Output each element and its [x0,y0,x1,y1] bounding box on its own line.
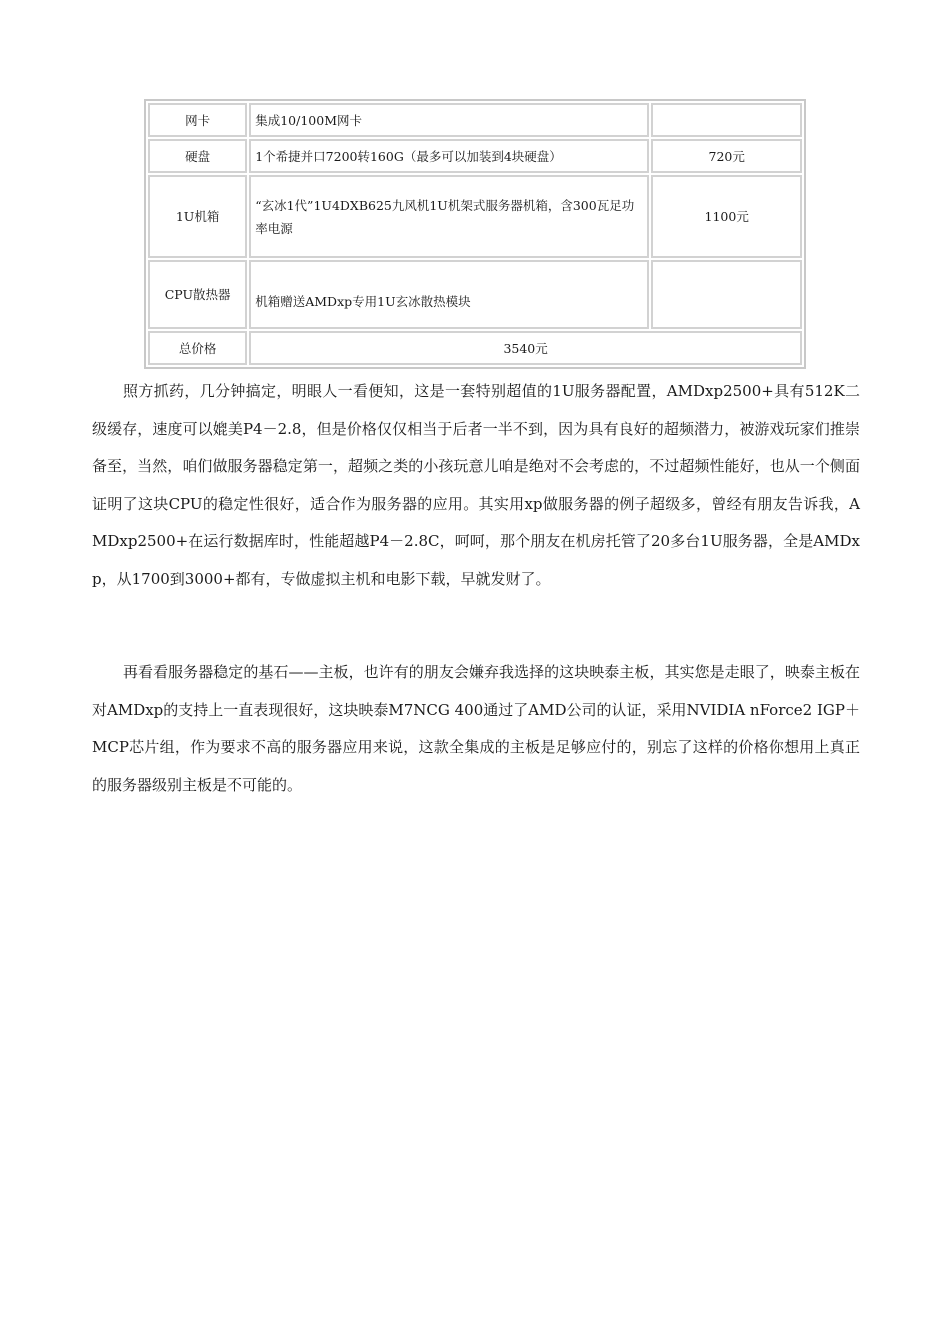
component-name-cell: 网卡 [148,103,247,137]
component-name-cell: 1U机箱 [148,175,247,258]
spec-table [144,99,806,369]
table-row [148,260,802,329]
component-price-cell [651,103,802,137]
component-desc-cell: 1个希捷并口7200转160G（最多可以加装到4块硬盘） [249,139,649,173]
table-row [148,175,802,258]
table-row [148,103,802,137]
table-row [148,139,802,173]
total-price-cell: 3540元 [249,331,802,365]
component-name-cell: CPU散热器 [148,260,247,329]
component-name-cell: 硬盘 [148,139,247,173]
body-paragraph: 照方抓药，几分钟搞定，明眼人一看便知，这是一套特别超值的1U服务器配置，AMDxp2500+具有512K二级缓存，速度可以媲美P4－2.8，但是价格仅仅相当于后者一半不到，因为具有良好的超频潜力，被游戏玩家们推崇备至，当然，咱们做服务器稳定第一，超频之类的小孩玩意儿咱是绝对不会考虑的，不过超频性能好，也从一个侧面证明了这块CPU的稳定性很好，适合作为服务器的应用。其实用xp做服务器的例子超级多，曾经有朋友告诉我，AMDxp2500+在运行数据库时，性能超越P4－2.8C，呵呵，那个朋友在机房托管了20多台1U服务器，全是AMDxp，从1700到3000+都有，专做虚拟主机和电影下载，早就发财了。 [92,382,860,588]
total-label-cell: 总价格 [148,331,247,365]
component-price-cell: 720元 [651,139,802,173]
component-desc-cell: “玄冰1代”1U4DXB625九风机1U机架式服务器机箱，含300瓦足功率电源 [249,175,649,258]
component-price-cell [651,260,802,329]
component-price-cell: 1100元 [651,175,802,258]
body-paragraph: 再看看服务器稳定的基石——主板，也许有的朋友会嫌弃我选择的这块映泰主板，其实您是走眼了，映泰主板在对AMDxp的支持上一直表现很好，这块映泰M7NCG 400通过了AMD公司的认证，采用NVIDIA nForce2 IGP＋MCP芯片组，作为要求不高的服务器应用来说，这款全集成的主板是足够应付的，别忘了这样的价格你想用上真正的服务器级别主板是不可能的。 [92,663,860,794]
total-row [148,331,802,365]
component-desc-cell: 机箱赠送AMDxp专用1U玄冰散热模块 [249,260,649,329]
component-desc-cell: 集成10/100M网卡 [249,103,649,137]
